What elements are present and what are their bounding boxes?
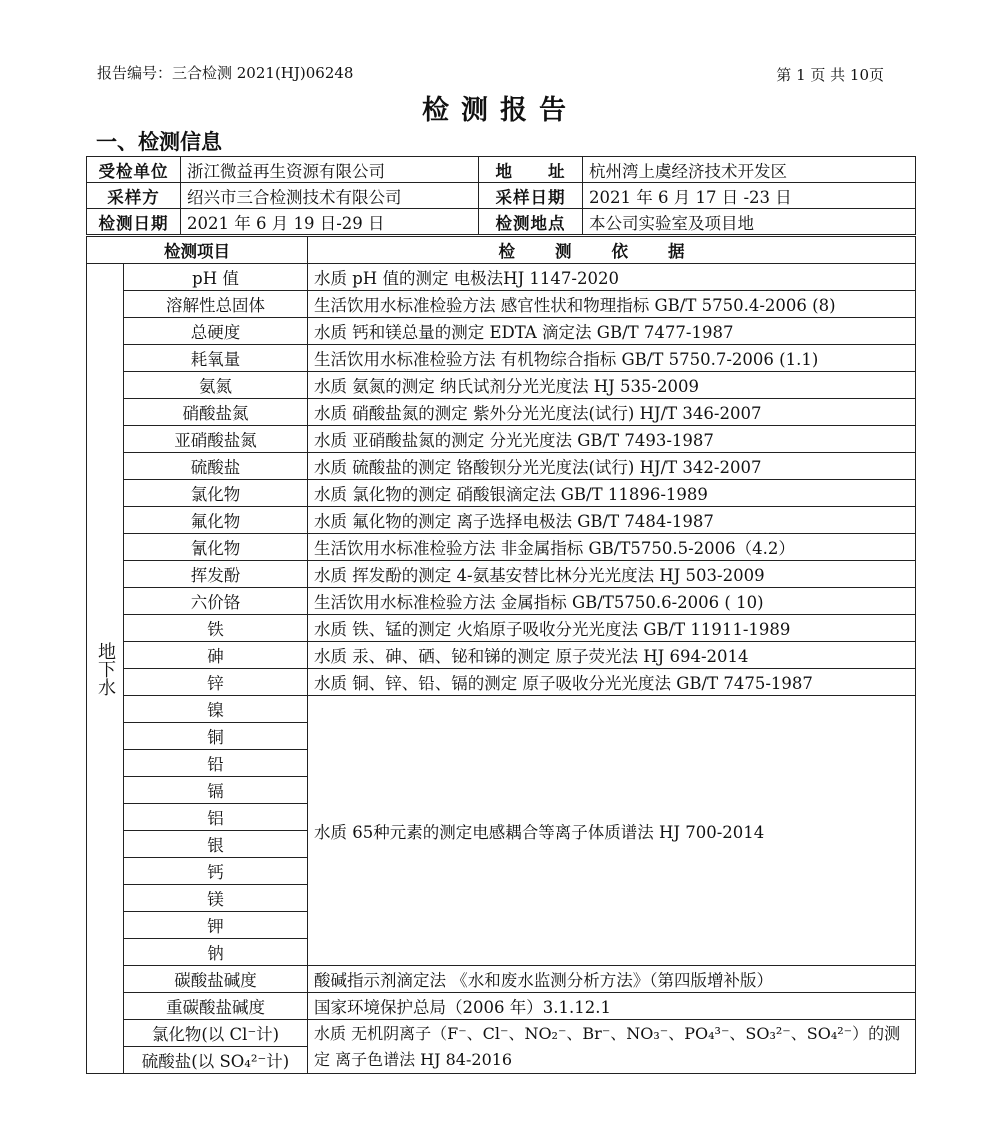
table-row: [87, 318, 916, 345]
client-label: 受检单位: [87, 157, 181, 183]
address-value: 杭州湾上虞经济技术开发区: [583, 157, 916, 183]
ion-chromatography-basis: 水质 无机阴离子（F⁻、Cl⁻、NO₂⁻、Br⁻、NO₃⁻、PO₄³⁻、SO₃²⁻、SO₄²⁻）的测定 离子色谱法 HJ 84-2016: [308, 1020, 916, 1074]
item-name: 钾: [124, 912, 308, 939]
item-name: pH 值: [124, 264, 308, 291]
item-name: 挥发酚: [124, 561, 308, 588]
test-site-label: 检测地点: [479, 209, 583, 235]
table-row: [87, 642, 916, 669]
test-site-value: 本公司实验室及项目地: [583, 209, 916, 235]
table-row: [87, 534, 916, 561]
item-basis: 水质 硫酸盐的测定 铬酸钡分光光度法(试行) HJ/T 342-2007: [308, 453, 916, 480]
table-row: [87, 345, 916, 372]
item-name: 铁: [124, 615, 308, 642]
column-header-item: 检测项目: [87, 237, 308, 264]
table-row: [87, 993, 916, 1020]
item-basis: 生活饮用水标准检验方法 感官性状和物理指标 GB/T 5750.4-2006 (8): [308, 291, 916, 318]
item-name: 镍: [124, 696, 308, 723]
item-name: 耗氧量: [124, 345, 308, 372]
item-basis: 水质 铜、锌、铅、镉的测定 原子吸收分光光度法 GB/T 7475-1987: [308, 669, 916, 696]
table-row: [87, 453, 916, 480]
table-row: [87, 588, 916, 615]
item-name: 钙: [124, 858, 308, 885]
table-row: [87, 669, 916, 696]
sampler-value: 绍兴市三合检测技术有限公司: [181, 183, 479, 209]
table-row: [87, 615, 916, 642]
item-name: 氰化物: [124, 534, 308, 561]
report-number: 报告编号：三合检测 2021(HJ)06248: [97, 64, 354, 82]
table-row: [87, 561, 916, 588]
item-name: 砷: [124, 642, 308, 669]
test-date-value: 2021 年 6 月 19 日-29 日: [181, 209, 479, 235]
info-table: [86, 156, 916, 235]
table-row: [87, 399, 916, 426]
item-name: 总硬度: [124, 318, 308, 345]
page-info: 第 1 页 共 10页: [776, 66, 884, 84]
item-name: 硫酸盐(以 SO₄²⁻计): [124, 1047, 308, 1074]
item-name: 镉: [124, 777, 308, 804]
item-name: 铝: [124, 804, 308, 831]
item-name: 碳酸盐碱度: [124, 966, 308, 993]
item-name: 六价铬: [124, 588, 308, 615]
item-basis: 水质 钙和镁总量的测定 EDTA 滴定法 GB/T 7477-1987: [308, 318, 916, 345]
sample-date-label: 采样日期: [479, 183, 583, 209]
table-row: [87, 264, 916, 291]
info-row-client: [87, 157, 916, 183]
table-row: [87, 696, 916, 723]
table-row: [87, 291, 916, 318]
item-basis: 水质 氯化物的测定 硝酸银滴定法 GB/T 11896-1989: [308, 480, 916, 507]
item-basis: 水质 氟化物的测定 离子选择电极法 GB/T 7484-1987: [308, 507, 916, 534]
info-row-sampler: [87, 183, 916, 209]
test-basis-table: [86, 236, 916, 1074]
table-row: [87, 372, 916, 399]
item-name: 氯化物(以 Cl⁻计): [124, 1020, 308, 1047]
table-row: [87, 966, 916, 993]
item-name: 溶解性总固体: [124, 291, 308, 318]
sample-date-value: 2021 年 6 月 17 日 -23 日: [583, 183, 916, 209]
item-basis: 水质 挥发酚的测定 4-氨基安替比林分光光度法 HJ 503-2009: [308, 561, 916, 588]
column-header-basis: 检测依据: [308, 237, 916, 264]
item-name: 氟化物: [124, 507, 308, 534]
alkalinity-basis-line: 国家环境保护总局（2006 年）3.1.12.1: [308, 993, 916, 1020]
info-row-test-date: [87, 209, 916, 235]
table-row: [87, 426, 916, 453]
item-name: 铜: [124, 723, 308, 750]
item-basis: 生活饮用水标准检验方法 非金属指标 GB/T5750.5-2006（4.2）: [308, 534, 916, 561]
item-name: 镁: [124, 885, 308, 912]
address-label: 地 址: [479, 157, 583, 183]
item-name: 重碳酸盐碱度: [124, 993, 308, 1020]
item-name: 铅: [124, 750, 308, 777]
item-basis: 水质 pH 值的测定 电极法HJ 1147-2020: [308, 264, 916, 291]
table-row: [87, 1020, 916, 1047]
table-row: [87, 507, 916, 534]
item-basis: 生活饮用水标准检验方法 有机物综合指标 GB/T 5750.7-2006 (1.1): [308, 345, 916, 372]
item-name: 锌: [124, 669, 308, 696]
table-header-row: [87, 237, 916, 264]
client-value: 浙江微益再生资源有限公司: [181, 157, 479, 183]
table-row: [87, 480, 916, 507]
item-name: 亚硝酸盐氮: [124, 426, 308, 453]
item-basis: 生活饮用水标准检验方法 金属指标 GB/T5750.6-2006 ( 10): [308, 588, 916, 615]
sampler-label: 采样方: [87, 183, 181, 209]
item-name: 硫酸盐: [124, 453, 308, 480]
item-name: 钠: [124, 939, 308, 966]
category-label: 地下水: [95, 641, 116, 696]
icp-ms-basis: 水质 65种元素的测定电感耦合等离子体质谱法 HJ 700-2014: [308, 696, 916, 966]
item-name: 银: [124, 831, 308, 858]
item-basis: 水质 汞、砷、硒、铋和锑的测定 原子荧光法 HJ 694-2014: [308, 642, 916, 669]
page-title: 检测报告: [422, 95, 578, 126]
item-basis: 水质 铁、锰的测定 火焰原子吸收分光光度法 GB/T 11911-1989: [308, 615, 916, 642]
item-name: 氨氮: [124, 372, 308, 399]
item-basis: 水质 亚硝酸盐氮的测定 分光光度法 GB/T 7493-1987: [308, 426, 916, 453]
item-name: 氯化物: [124, 480, 308, 507]
item-name: 硝酸盐氮: [124, 399, 308, 426]
item-basis: 水质 氨氮的测定 纳氏试剂分光光度法 HJ 535-2009: [308, 372, 916, 399]
test-date-label: 检测日期: [87, 209, 181, 235]
section-title: 一、检测信息: [96, 129, 222, 154]
alkalinity-basis-line: 酸碱指示剂滴定法 《水和废水监测分析方法》（第四版增补版）: [308, 966, 916, 993]
category-cell: [87, 264, 124, 1074]
item-basis: 水质 硝酸盐氮的测定 紫外分光光度法(试行) HJ/T 346-2007: [308, 399, 916, 426]
